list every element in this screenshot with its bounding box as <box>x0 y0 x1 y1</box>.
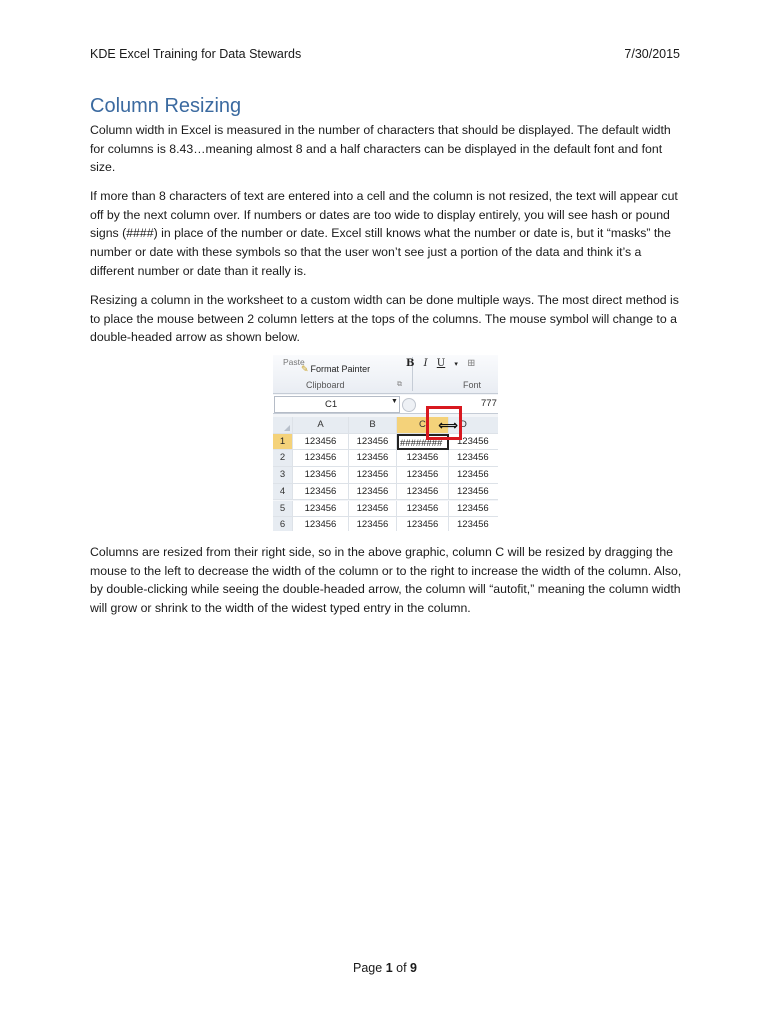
paste-label: Paste <box>283 357 305 367</box>
excel-screenshot <box>273 355 498 531</box>
cell: 123456 <box>397 484 449 501</box>
column-header-d: D <box>449 417 498 434</box>
paragraph-resize-direction: Columns are resized from their right side, so in the above graphic, column C will be resized by dragging the mouse to the left to decrease the width of the column or to the right to increase the width of the column. Also, by double-clicking while seeing the double-headed arrow, the column will “autofit,” meaning the column width will grow or shrink to the width of the widest typed entry in the column. <box>90 545 682 616</box>
page-footer <box>0 961 770 975</box>
cell: 123456 <box>293 450 349 467</box>
name-box-value: C1 <box>325 399 338 410</box>
cell: 123456 <box>449 450 498 467</box>
section-title: Column Resizing <box>90 95 242 117</box>
italic-button: I <box>423 358 428 369</box>
format-painter-button <box>301 364 370 375</box>
cell: 123456 <box>293 501 349 518</box>
formula-button <box>402 398 416 412</box>
cell: 123456 <box>349 450 397 467</box>
column-header-c: C <box>397 417 449 434</box>
paragraph-hash-signs: If more than 8 characters of text are entered into a cell and the column is not resized, the text will appear cut off by the next column over. If numbers or dates are too wide to display entirely, you will see hash or pound signs (####) in place of the number or date. Excel still knows what the number or date is, but it “masks” the number or date with these symbols so that the user won’t see just a portion of the data and think it’s a different number or date than it really is. <box>90 189 678 278</box>
dialog-launcher-icon: ⧉ <box>397 381 402 388</box>
row-header: 3 <box>273 467 293 484</box>
borders-icon: ⊞ <box>467 358 476 369</box>
row-header: 4 <box>273 484 293 501</box>
page-number: 1 <box>385 961 393 975</box>
select-all-corner <box>273 417 293 434</box>
underline-button: U <box>436 358 446 369</box>
chevron-down-icon: ▼ <box>391 398 398 405</box>
footer-of: of <box>392 961 411 975</box>
cell: 123456 <box>449 467 498 484</box>
cell: 123456 <box>397 450 449 467</box>
bold-button: B <box>406 358 415 369</box>
excel-ribbon <box>273 355 498 394</box>
cell: 123456 <box>293 467 349 484</box>
header-title: KDE Excel Training for Data Stewards <box>90 47 302 61</box>
row-header: 2 <box>273 450 293 467</box>
cell: 123456 <box>293 434 349 451</box>
font-format-buttons <box>406 358 482 369</box>
clipboard-group-label: Clipboard <box>306 380 345 390</box>
cell: 123456 <box>293 484 349 501</box>
cell: 123456 <box>397 501 449 518</box>
row-header: 6 <box>273 517 293 531</box>
column-header-a: A <box>293 417 349 434</box>
cell: 123456 <box>449 517 498 531</box>
formula-bar <box>273 395 498 414</box>
column-header-b: B <box>349 417 397 434</box>
footer-prefix: Page <box>353 961 386 975</box>
underline-dropdown-icon: ▾ <box>454 360 458 368</box>
paragraph-column-width: Column width in Excel is measured in the number of characters that should be displayed. The default width for columns is 8.43…meaning almost 8 and a half characters can be displayed in the default font and font size. <box>90 123 671 175</box>
cell: 123456 <box>349 501 397 518</box>
cell-c1-masked: ######## <box>397 434 449 451</box>
formula-value: 777 <box>481 398 497 409</box>
cell: 123456 <box>293 517 349 531</box>
cell: 123456 <box>449 501 498 518</box>
cell: 123456 <box>397 467 449 484</box>
cell: 123456 <box>449 484 498 501</box>
paintbrush-icon: ✎ <box>301 364 309 374</box>
row-header: 5 <box>273 501 293 518</box>
page-total: 9 <box>410 961 417 975</box>
cell: 123456 <box>397 517 449 531</box>
cell: 123456 <box>449 434 498 451</box>
cell: 123456 <box>349 434 397 451</box>
name-box <box>274 396 400 413</box>
cell: 123456 <box>349 517 397 531</box>
row-header: 1 <box>273 434 293 451</box>
cell: 123456 <box>349 484 397 501</box>
format-painter-label: Format Painter <box>310 364 371 374</box>
paragraph-resize-method: Resizing a column in the worksheet to a custom width can be done multiple ways. The most direct method is to place the mouse between 2 column letters at the tops of the columns. The mouse symbol will change to a double-headed arrow as shown below. <box>90 293 679 345</box>
resize-cursor-icon: ⟺ <box>438 417 459 433</box>
header-date: 7/30/2015 <box>624 47 680 61</box>
cell: 123456 <box>349 467 397 484</box>
font-group-label: Font <box>463 380 482 390</box>
